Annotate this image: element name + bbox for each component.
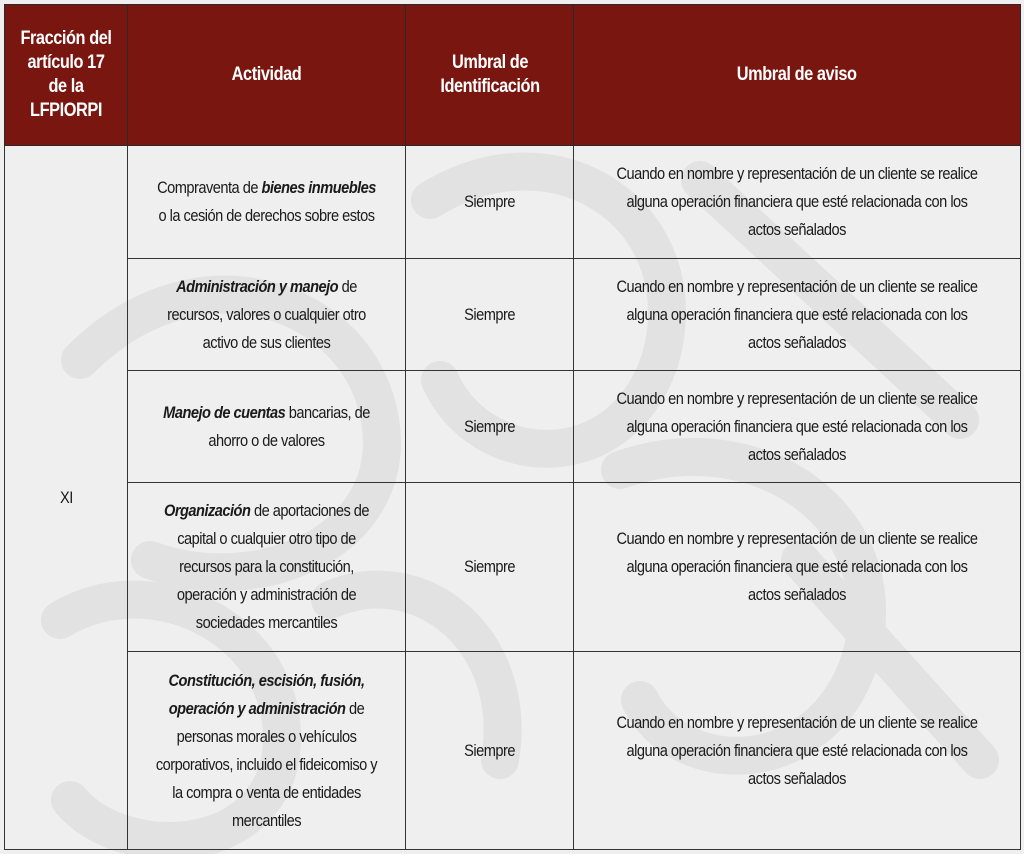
table-row [5, 146, 1021, 259]
activity-emphasis: Organización [163, 501, 251, 520]
notice-cell: Cuando en nombre y representación de un cliente se realice alguna operación financiera que esté relacionada con los actos señalados [574, 146, 1021, 259]
activity-text [153, 667, 381, 835]
identification-cell: Siempre [406, 652, 574, 850]
notice-cell: Cuando en nombre y representación de un cliente se realice alguna operación financiera que esté relacionada con los actos señalados [574, 652, 1021, 850]
identification-cell: Siempre [406, 371, 574, 483]
identification-cell: Siempre [406, 146, 574, 259]
header-row [5, 5, 1021, 146]
activity-text-run: de personas morales o vehículos corporativos, incluido el fideicomiso y la compra o venta de entidades mercantiles [155, 698, 378, 830]
activity-text [153, 399, 381, 455]
activity-text [153, 497, 381, 637]
activity-cell [128, 652, 406, 850]
activity-emphasis: Constitución, escisión, fusión, operación y administración [168, 670, 365, 718]
header-fraction: Fracción del artículo 17 de la LFPIORPI [5, 5, 128, 146]
header-notice-threshold: Umbral de aviso [574, 5, 1021, 146]
aml-threshold-table [4, 4, 1021, 850]
activity-text-run: de aportaciones de capital o cualquier otro tipo de recursos para la constitución, operación y administración de sociedades mercantiles [176, 501, 370, 632]
identification-cell: Siempre [406, 483, 574, 652]
table-row [5, 259, 1021, 371]
notice-cell: Cuando en nombre y representación de un cliente se realice alguna operación financiera que esté relacionada con los actos señalados [574, 371, 1021, 483]
notice-cell: Cuando en nombre y representación de un cliente se realice alguna operación financiera que esté relacionada con los actos señalados [574, 259, 1021, 371]
activity-cell [128, 146, 406, 259]
activity-text [153, 273, 381, 357]
identification-cell: Siempre [406, 259, 574, 371]
fraction-cell: XI [5, 146, 128, 850]
activity-text-run: o la cesión de derechos sobre estos [158, 206, 375, 225]
activity-text-run: bancarias, de ahorro o de valores [208, 402, 370, 450]
activity-emphasis: bienes inmuebles [261, 178, 376, 197]
activity-text-run: Compraventa de [157, 178, 262, 197]
activity-emphasis: Manejo de cuentas [163, 402, 286, 422]
table-row [5, 371, 1021, 483]
activity-cell [128, 259, 406, 371]
header-activity: Actividad [128, 5, 406, 146]
activity-cell [128, 371, 406, 483]
table-row [5, 483, 1021, 652]
activity-emphasis: Administración y manejo [176, 276, 339, 296]
activity-cell [128, 483, 406, 652]
activity-text-run: de recursos, valores o cualquier otro activo de sus clientes [167, 276, 366, 352]
table-row [5, 652, 1021, 850]
notice-cell: Cuando en nombre y representación de un cliente se realice alguna operación financiera que esté relacionada con los actos señalados [574, 483, 1021, 652]
header-identification-threshold: Umbral de Identificación [406, 5, 574, 146]
activity-text [153, 174, 381, 230]
